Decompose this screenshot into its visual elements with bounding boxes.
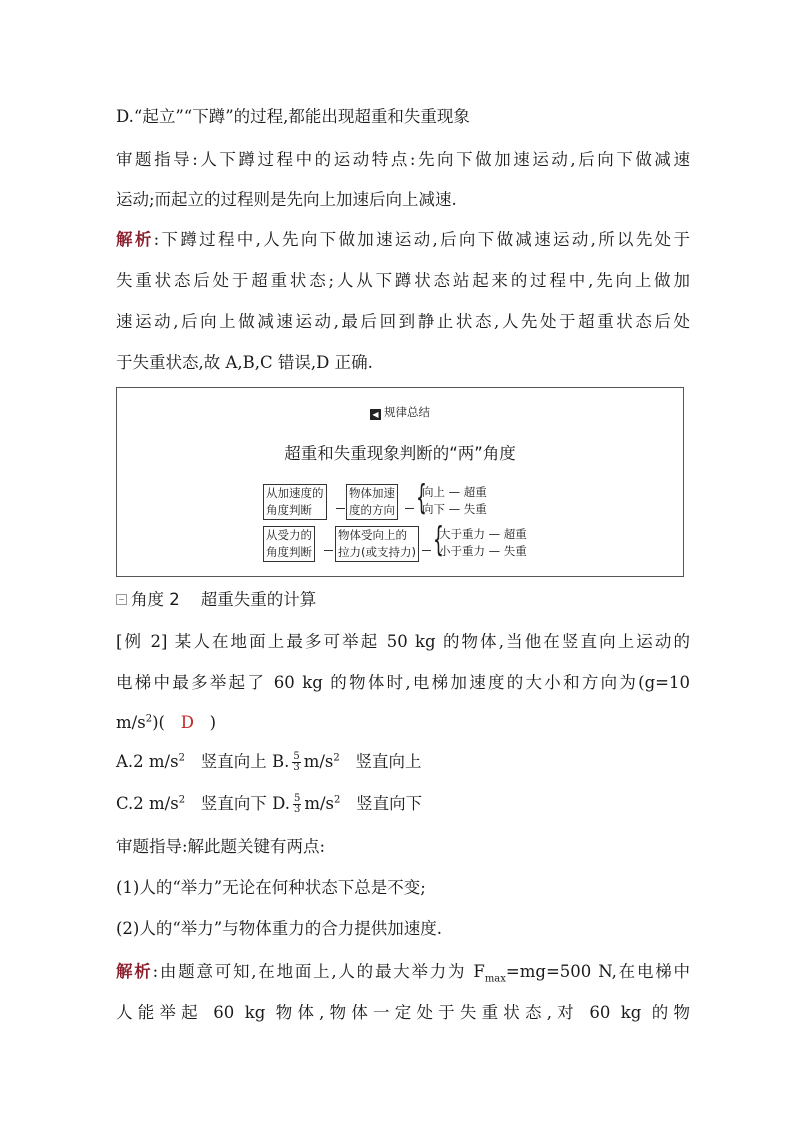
option-d-text: D.“起立”“下蹲”的过程,都能出现超重和失重现象 <box>116 107 470 126</box>
analysis2-text: :由题意可知,在地面上,人的最大举力为 F <box>152 962 485 981</box>
result-greater: 大于重力 — 超重 <box>439 527 527 541</box>
fraction <box>292 752 300 773</box>
fraction <box>293 794 301 815</box>
result-weightless: 向下 — 失重 <box>422 502 487 516</box>
options-row-1 <box>116 752 690 773</box>
option-b-direction: 竖直向上 <box>355 752 422 771</box>
answer-letter: D <box>180 713 194 732</box>
box-text: 角度判断 <box>266 545 312 559</box>
analysis-line-1-text: :下蹲过程中,人先向下做加速运动,后向下做减速运动,所以先处于 <box>153 230 690 249</box>
superscript: 2 <box>333 752 340 764</box>
summary-header <box>117 404 683 420</box>
analysis-line-3: 速运动,后向上做减速运动,最后回到静止状态,人先处于超重状态后处 <box>116 312 690 331</box>
example-line-3 <box>116 713 690 733</box>
summary-header-text: 规律总结 <box>384 405 430 419</box>
unit-text: m/s <box>304 794 335 813</box>
connector-line <box>422 550 431 551</box>
unit-text: m/s <box>116 713 146 732</box>
option-c: C.2 m/s <box>116 794 179 813</box>
result-less: 小于重力 — 失重 <box>439 544 527 558</box>
analysis-line-4: 于失重状态,故 A,B,C 错误,D 正确. <box>116 353 373 372</box>
option-a: A.2 m/s <box>116 752 179 771</box>
superscript: 2 <box>145 713 153 725</box>
fraction-den: 3 <box>293 762 300 773</box>
brace-icon: { <box>416 478 427 518</box>
superscript: 2 <box>334 794 341 806</box>
analysis2-line-1 <box>116 962 691 985</box>
guide2-line-2: (1)人的“举力”无论在何种状态下总是不变; <box>116 878 426 897</box>
box-text: 物体加速 <box>349 486 395 500</box>
box-text: 从加速度的 <box>266 486 324 500</box>
box-text: 物体受向上的 <box>338 528 407 542</box>
option-b: B. <box>271 752 290 771</box>
analysis-line-2: 失重状态后处于超重状态;人从下蹲状态站起来的过程中,先向上做加 <box>116 271 690 290</box>
option-a-direction: 竖直向上 <box>200 752 267 771</box>
example-line-2: 电梯中最多举起了 60 kg 的物体时,电梯加速度的大小和方向为(g=10 <box>116 673 690 692</box>
speaker-icon: ◀ <box>370 409 381 420</box>
angle-label: 角度 2 <box>131 590 180 609</box>
superscript: 2 <box>178 794 186 806</box>
section-icon <box>116 594 127 605</box>
option-d: D. <box>272 794 290 813</box>
fraction-num: 5 <box>293 751 300 762</box>
box-text: 从受力的 <box>266 528 312 542</box>
box-text: 拉力(或支持力) <box>338 545 416 559</box>
analysis2-line-2: 人能举起 60 kg 物体,物体一定处于失重状态,对 60 kg 的物 <box>116 1003 690 1022</box>
analysis2-text: =mg=500 N,在电梯中 <box>505 962 691 981</box>
brace-icon: { <box>433 520 444 560</box>
box-text: 度的方向 <box>349 503 395 517</box>
option-d-direction: 竖直向下 <box>356 794 423 813</box>
result-overweight: 向上 — 超重 <box>422 485 487 499</box>
connector-line <box>336 508 345 509</box>
paren-text: ) <box>209 713 217 732</box>
box-acceleration-direction <box>346 484 398 520</box>
angle-heading <box>116 590 690 610</box>
connector-line <box>405 508 414 509</box>
analysis-line-1 <box>116 230 690 250</box>
guide2-line-1: 审题指导:解此题关键有两点: <box>116 837 326 856</box>
box-acceleration-angle <box>263 484 327 520</box>
box-upward-force <box>335 526 419 562</box>
example-line-1: [例 2] 某人在地面上最多可举起 50 kg 的物体,当他在竖直向上运动的 <box>116 632 690 651</box>
rule-summary-box <box>116 387 684 577</box>
unit-text: m/s <box>303 752 334 771</box>
box-force-angle <box>263 526 315 562</box>
options-row-2 <box>116 794 690 815</box>
superscript: 2 <box>178 752 185 764</box>
guide-line-2: 运动;而起立的过程则是先向上加速后向上减速. <box>116 190 457 209</box>
summary-title: 超重和失重现象判断的“两”角度 <box>284 444 516 463</box>
guide2-line-3: (2)人的“举力”与物体重力的合力提供加速度. <box>116 919 442 938</box>
angle-title: 超重失重的计算 <box>200 590 317 609</box>
paren-text: )( <box>152 713 165 732</box>
guide-line-1: 审题指导:人下蹲过程中的运动特点:先向下做加速运动,后向下做减速 <box>116 150 690 169</box>
subscript: max <box>484 973 506 985</box>
option-c-direction: 竖直向下 <box>200 794 267 813</box>
connector-line <box>324 550 333 551</box>
analysis2-label: 解析 <box>116 962 153 981</box>
box-text: 角度判断 <box>266 503 312 517</box>
fraction-den: 3 <box>293 804 301 815</box>
analysis-label: 解析 <box>116 230 154 249</box>
fraction-num: 5 <box>293 793 301 804</box>
